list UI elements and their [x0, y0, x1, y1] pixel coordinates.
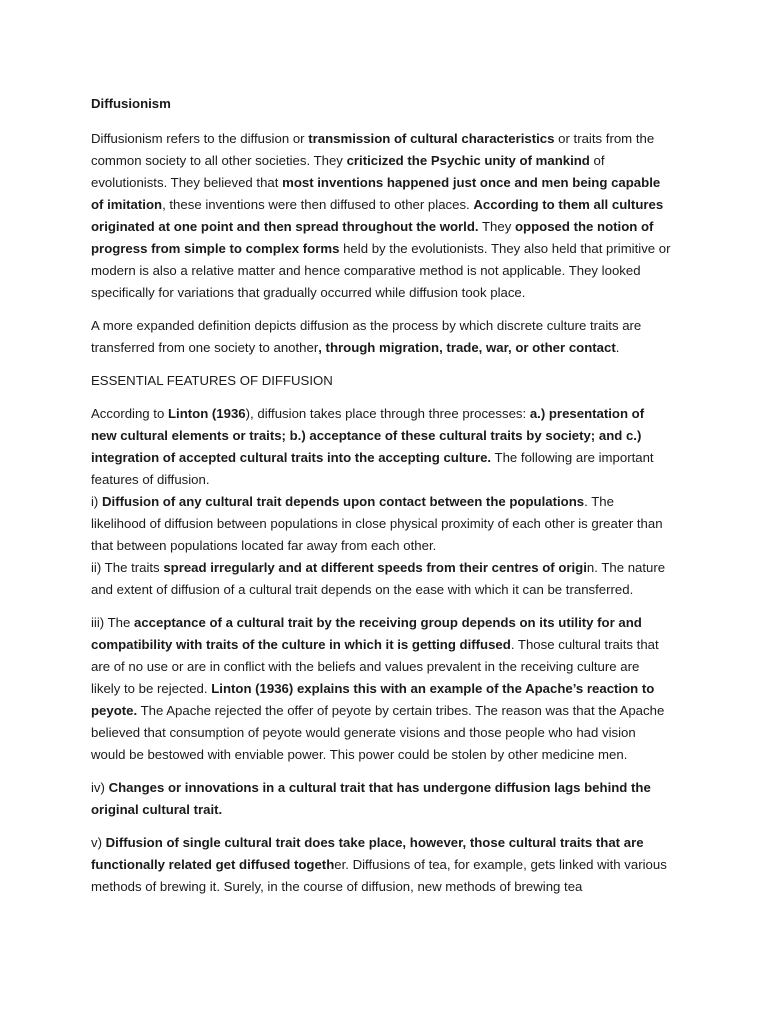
paragraph-intro	[91, 128, 672, 304]
text-run: er. Diffusions of tea, for example, gets linked with various methods of brewing it. Surely, in the course of diffusion, new methods of brewing tea	[91, 857, 667, 894]
text-run: Diffusionism refers to the diffusion or	[91, 131, 309, 146]
bold-text: Diffusion of single cultural trait does take place, however, those cultural traits that are functionally related get diffused togeth	[91, 835, 644, 872]
text-run: or traits from the common society to all other societies. They	[91, 131, 655, 168]
text-run: n. The nature and extent of diffusion of a cultural trait depends on the ease with which it can be transferred.	[91, 560, 666, 597]
text-run: They	[478, 219, 515, 234]
feature-iii	[91, 612, 672, 766]
text-run: of evolutionists. They believed that	[91, 153, 605, 190]
text-run: The Apache rejected the offer of peyote by certain tribes. The reason was that the Apache believed that consumption of peyote would generate visions and those people who had vision would be bestowed with enviable power. This power could be stolen by other medicine men.	[91, 703, 665, 762]
bold-text: , through migration, trade, war, or other contact	[318, 340, 616, 355]
bold-text: opposed the notion of progress from simple to complex forms	[91, 219, 654, 256]
text-run: iv)	[91, 780, 109, 795]
bold-text: criticized the Psychic unity of mankind	[346, 153, 590, 168]
feature-v	[91, 832, 672, 898]
bold-text: Linton (1936	[167, 406, 246, 421]
text-run: .	[615, 340, 620, 355]
bold-text: acceptance of a cultural trait by the receiving group depends on its utility for and compatibility with traits of the culture in which it is getting diffused	[91, 615, 642, 652]
document-title: Diffusionism	[91, 96, 171, 111]
text-run: , these inventions were then diffused to other places.	[162, 197, 474, 212]
bold-text: transmission of cultural characteristics	[308, 131, 555, 146]
bold-text: most inventions happened just once and men being capable of imitation	[91, 175, 661, 212]
text-run: . The likelihood of diffusion between populations in close physical proximity of each other is greater than that between populations located far away from each other.	[91, 494, 663, 553]
feature-iv	[91, 777, 672, 821]
text-run: According to	[91, 406, 168, 421]
text-run: A more expanded definition depicts diffusion as the process by which discrete culture traits are transferred from one society to another	[91, 318, 642, 355]
text-run: ii) The traits	[91, 560, 164, 575]
text-run: ), diffusion takes place through three processes:	[245, 406, 530, 421]
text-run: iii) The	[91, 615, 134, 630]
text-run: v)	[91, 835, 106, 850]
feature-i	[91, 491, 672, 557]
text-run: held by the evolutionists. They also held that primitive or modern is also a relative matter and hence comparative method is not applicable. They looked specifically for variations that gradually occurred while diffusion took place.	[91, 241, 671, 300]
paragraph-definition	[91, 315, 672, 359]
bold-text: a.) presentation of new cultural elements or traits; b.) acceptance of these cultural traits by society; and c.) integration of accepted cultural traits into the accepting culture.	[91, 406, 645, 465]
bold-text: According to them all cultures originated at one point and then spread throughout the world.	[91, 197, 664, 234]
bold-text: spread irregularly and at different speeds from their centres of origi	[163, 560, 587, 575]
bold-text: Diffusion of any cultural trait depends upon contact between the populations	[102, 494, 585, 509]
bold-text: Changes or innovations in a cultural trait that has undergone diffusion lags behind the original cultural trait.	[91, 780, 651, 817]
bold-text: Linton (1936) explains this with an example of the Apache’s reaction to peyote.	[91, 681, 655, 718]
section-heading-essential-features	[91, 370, 672, 392]
text-run: i)	[91, 494, 102, 509]
text-run: ESSENTIAL FEATURES OF DIFFUSION	[91, 373, 333, 388]
text-run: . Those cultural traits that are of no use or are in conflict with the beliefs and values prevalent in the receiving culture are likely to be rejected.	[91, 637, 659, 696]
paragraph-linton-processes	[91, 403, 672, 491]
feature-ii	[91, 557, 672, 601]
text-run: The following are important features of diffusion.	[91, 450, 654, 487]
document-body	[91, 128, 672, 898]
